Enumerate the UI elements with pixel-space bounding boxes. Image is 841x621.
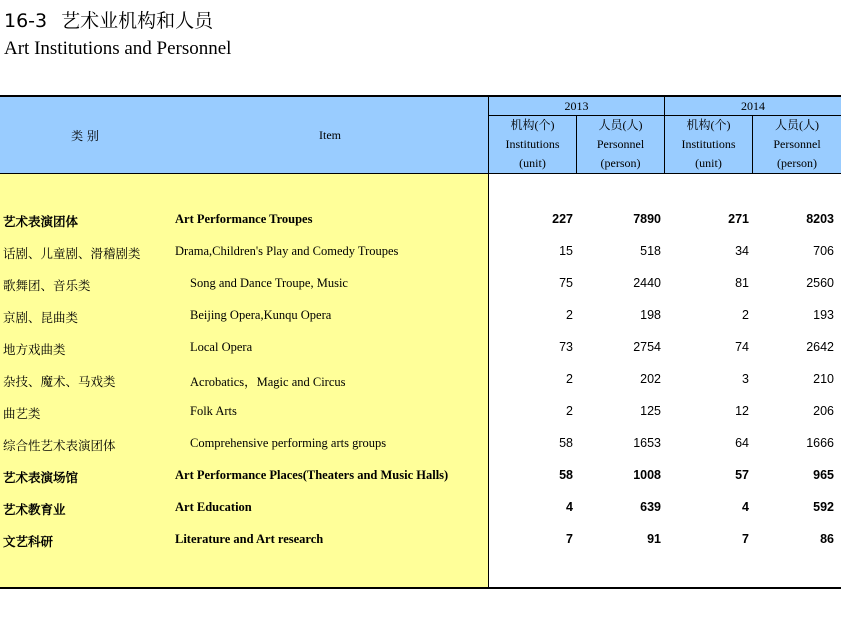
row-label-en: Art Performance Places(Theaters and Music Halls)	[175, 468, 449, 482]
cell-personnel-2014: 206	[813, 404, 834, 418]
cell-institutions-2013: 58	[559, 436, 573, 450]
row-label-cn: 曲艺类	[3, 406, 41, 421]
row-label-cn: 地方戏曲类	[3, 342, 66, 357]
table-row	[0, 530, 841, 552]
cell-institutions-2013: 2	[566, 372, 573, 386]
table-row	[0, 274, 841, 296]
cell-institutions-2014: 271	[728, 212, 749, 226]
table-row	[0, 434, 841, 456]
row-label-en: Folk Arts	[190, 404, 237, 418]
sub-header-en: Personnel	[773, 137, 821, 151]
table-row	[0, 498, 841, 520]
year-2014: 2014	[741, 99, 765, 113]
table-row	[0, 306, 841, 328]
sub-header-unit: (person)	[777, 156, 817, 170]
row-label-en: Art Performance Troupes	[175, 212, 313, 226]
sub-header-cn: 机构(个)	[686, 118, 731, 132]
cell-personnel-2014: 193	[813, 308, 834, 322]
cell-personnel-2014: 965	[813, 468, 834, 482]
table-row	[0, 210, 841, 232]
cell-institutions-2013: 75	[559, 276, 573, 290]
cell-personnel-2013: 202	[640, 372, 661, 386]
sub-header-en: Personnel	[596, 137, 645, 151]
table-row	[0, 402, 841, 424]
row-label-cn: 综合性艺术表演团体	[3, 438, 116, 453]
cell-institutions-2013: 2	[566, 308, 573, 322]
cell-personnel-2013: 125	[640, 404, 661, 418]
cell-personnel-2014: 210	[813, 372, 834, 386]
sub-header-cn: 机构(个)	[510, 118, 555, 132]
cell-institutions-2014: 12	[735, 404, 749, 418]
cell-personnel-2014: 706	[813, 244, 834, 258]
row-label-en: Art Education	[175, 500, 252, 514]
title-chinese: 艺术业机构和人员	[61, 10, 214, 32]
cell-personnel-2013: 2440	[633, 276, 661, 290]
cell-institutions-2013: 73	[559, 340, 573, 354]
cell-personnel-2013: 2754	[633, 340, 661, 354]
row-label-cn: 艺术表演场馆	[3, 470, 79, 485]
cell-personnel-2014: 1666	[806, 436, 834, 450]
cell-institutions-2014: 81	[735, 276, 749, 290]
table-number: 16-3	[4, 10, 48, 32]
table-row	[0, 242, 841, 264]
table-row	[0, 466, 841, 488]
cell-personnel-2014: 8203	[806, 212, 834, 226]
personnel-2013-header	[577, 116, 664, 173]
cell-personnel-2013: 1008	[633, 468, 661, 482]
cell-personnel-2013: 1653	[633, 436, 661, 450]
row-label-en: Beijing Opera,Kunqu Opera	[190, 308, 332, 322]
cell-institutions-2013: 7	[566, 532, 573, 546]
cell-personnel-2014: 86	[820, 532, 834, 546]
cell-personnel-2014: 2560	[806, 276, 834, 290]
row-label-cn: 艺术教育业	[3, 502, 66, 517]
table-row	[0, 370, 841, 392]
cell-institutions-2014: 57	[735, 468, 749, 482]
cell-institutions-2013: 58	[559, 468, 573, 482]
sub-header-unit: (person)	[600, 156, 641, 170]
cell-institutions-2013: 4	[566, 500, 573, 514]
table-number-and-title	[4, 6, 213, 33]
cell-institutions-2014: 64	[735, 436, 749, 450]
row-label-en: Local Opera	[190, 340, 253, 354]
cell-institutions-2013: 2	[566, 404, 573, 418]
row-label-cn: 话剧、儿童剧、滑稽剧类	[3, 246, 141, 261]
row-label-cn: 京剧、昆曲类	[3, 310, 79, 325]
cell-institutions-2014: 7	[742, 532, 749, 546]
header-bottom-rule	[0, 173, 841, 174]
year-2013: 2013	[564, 99, 589, 113]
sub-header-en: Institutions	[681, 137, 736, 151]
row-label-cn: 文艺科研	[3, 534, 54, 549]
cell-personnel-2013: 91	[647, 532, 661, 546]
sub-header-en: Institutions	[505, 137, 560, 151]
cell-personnel-2013: 7890	[633, 212, 661, 226]
table-row	[0, 338, 841, 360]
cell-institutions-2014: 3	[742, 372, 749, 386]
sub-header-unit: (unit)	[695, 156, 722, 170]
sub-header-cn: 人员(人)	[775, 118, 819, 132]
institutions-2014-header	[665, 116, 752, 173]
row-label-en: Comprehensive performing arts groups	[190, 436, 387, 450]
row-label-cn: 艺术表演团体	[3, 214, 79, 229]
row-label-cn: 歌舞团、音乐类	[3, 278, 91, 293]
cell-institutions-2014: 34	[735, 244, 749, 258]
cell-personnel-2014: 592	[813, 500, 834, 514]
row-label-cn: 杂技、魔术、马戏类	[3, 374, 116, 389]
cell-personnel-2013: 518	[640, 244, 661, 258]
cell-personnel-2013: 198	[640, 308, 661, 322]
row-label-en: Drama,Children's Play and Comedy Troupes	[175, 244, 399, 258]
cell-institutions-2014: 4	[742, 500, 749, 514]
cell-personnel-2013: 639	[640, 500, 661, 514]
row-label-en: Song and Dance Troupe, Music	[190, 276, 348, 290]
cell-institutions-2013: 227	[552, 212, 573, 226]
sub-header-unit: (unit)	[519, 156, 546, 170]
cell-institutions-2013: 15	[559, 244, 573, 258]
row-label-en: Acrobatics，Magic and Circus	[190, 375, 346, 389]
sub-header-cn: 人员(人)	[598, 118, 643, 132]
item-header: Item	[319, 128, 341, 142]
row-label-en: Literature and Art research	[175, 532, 324, 546]
cell-personnel-2014: 2642	[806, 340, 834, 354]
title-english: Art Institutions and Personnel	[4, 38, 232, 59]
category-header: 类 别	[71, 129, 99, 143]
cell-institutions-2014: 74	[735, 340, 749, 354]
bottom-rule	[0, 587, 841, 589]
cell-institutions-2014: 2	[742, 308, 749, 322]
institutions-2013-header	[489, 116, 576, 173]
top-rule	[0, 95, 841, 97]
personnel-2014-header	[753, 116, 841, 173]
